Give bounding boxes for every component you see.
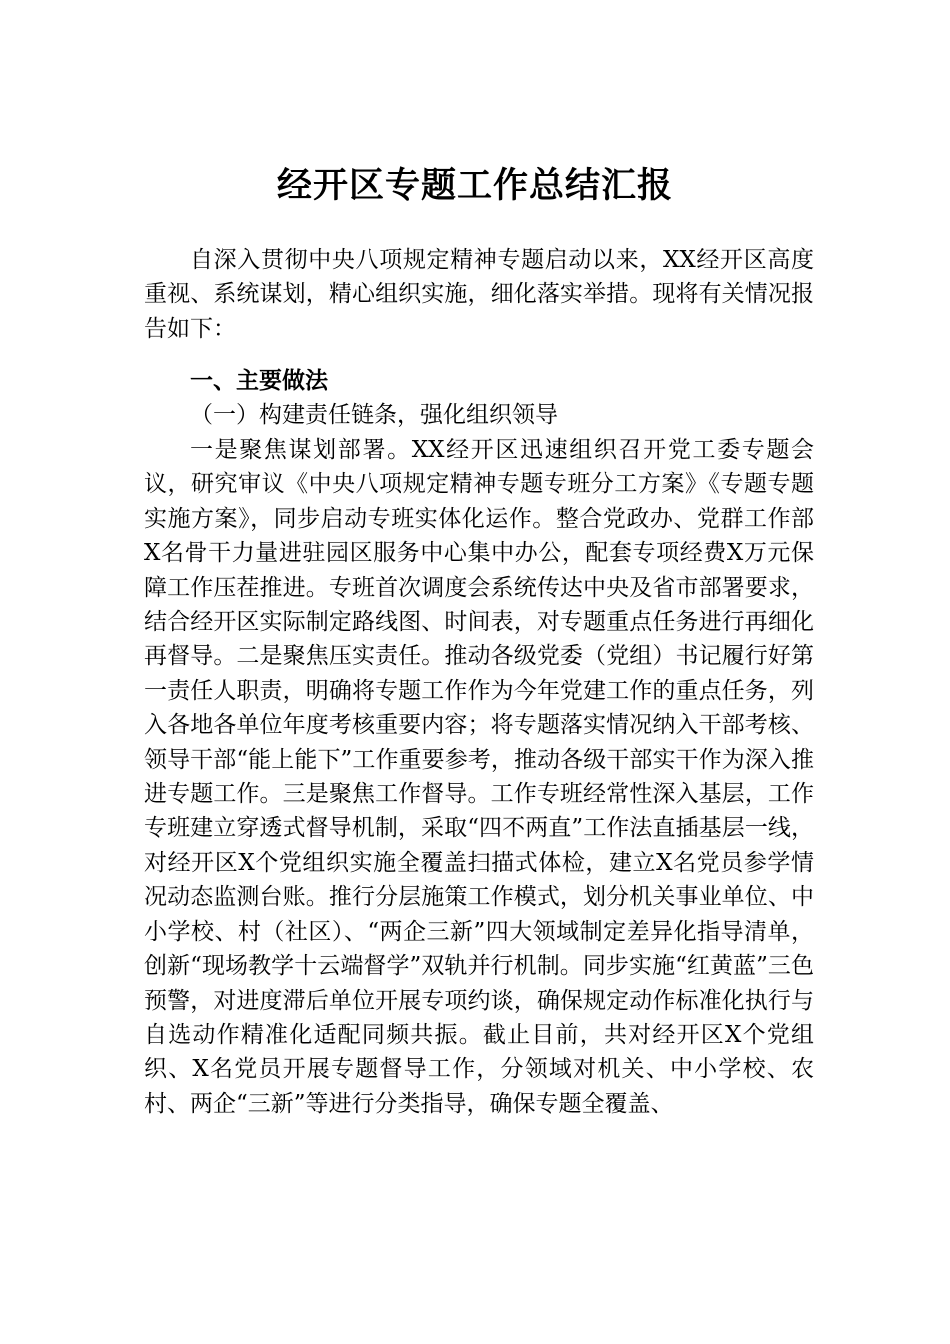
intro-paragraph: 自深入贯彻中央八项规定精神专题启动以来，XX经开区高度重视、系统谋划，精心组织实施，细化落实举措。现将有关情况报告如下： [144,247,814,342]
document-title: 经开区专题工作总结汇报 [276,165,673,206]
subsection-heading-responsibility-chain: （一）构建责任链条，强化组织领导 [190,402,558,428]
section-heading-main-practices: 一、主要做法 [190,368,328,394]
body-paragraph: 一是聚焦谋划部署。XX经开区迅速组织召开党工委专题会议，研究审议《中央八项规定精神专题专班分工方案》《专题专题实施方案》，同步启动专班实体化运作。整合党政办、党群工作部X名骨干力量进驻园区服务中心集中办公，配套专项经费X万元保障工作压茬推进。专班首次调度会系统传达中央及省市部署要求，结合经开区实际制定路线图、时间表，对专题重点任务进行再细化再督导。二是聚焦压实责任。推动各级党委（党组）书记履行好第一责任人职责，明确将专题工作作为今年党建工作的重点任务，列入各地各单位年度考核重要内容；将专题落实情况纳入干部考核、领导干部“能上能下”工作重要参考，推动各级干部实干作为深入推进专题工作。三是聚焦工作督导。工作专班经常性深入基层，工作专班建立穿透式督导机制，采取“四不两直”工作法直插基层一线，对经开区X个党组织实施全覆盖扫描式体检，建立X名党员参学情况动态监测台账。推行分层施策工作模式，划分机关事业单位、中小学校、村（社区）、“两企三新”四大领域制定差异化指导清单，创新“现场教学十云端督学”双轨并行机制。同步实施“红黄蓝”三色预警，对进度滞后单位开展专项约谈，确保规定动作标准化执行与自选动作精准化适配同频共振。截止目前，共对经开区X个党组织、X名党员开展专题督导工作，分领域对机关、中小学校、农村、两企“三新”等进行分类指导，确保专题全覆盖、 [144,437,814,1117]
